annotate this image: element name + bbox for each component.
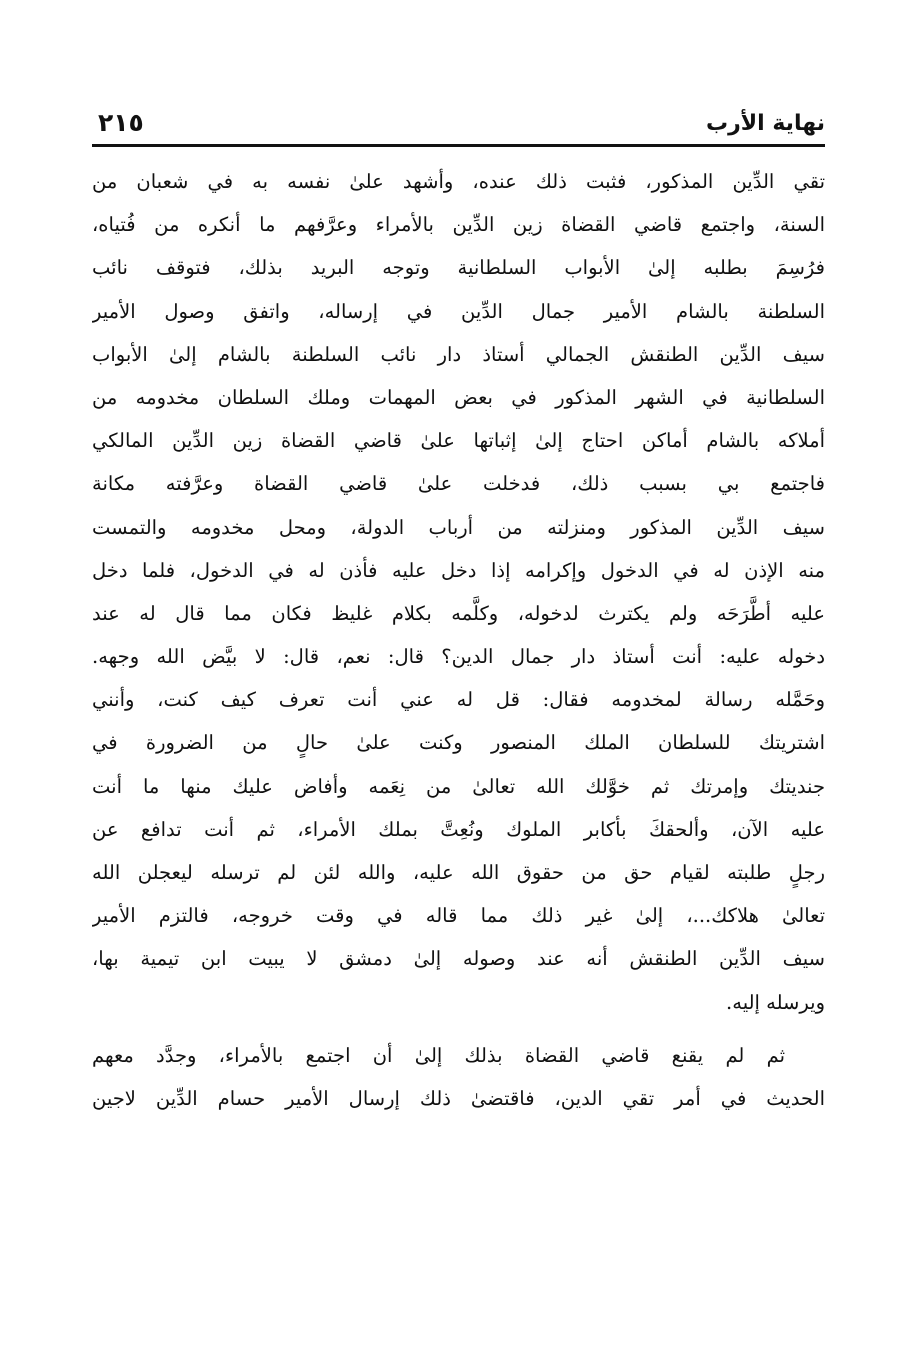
page-header [92, 108, 825, 144]
paragraph-1 [92, 160, 825, 1024]
text-line: السلطنة بالشام الأمير جمال الدِّين في إرساله، واتفق وصول الأمير [92, 299, 825, 323]
text-line: ويرسله إليه. [726, 990, 825, 1014]
text-line: رجلٍ طلبته لقيام حق من حقوق الله عليه، والله لئن لم ترسله ليعجلن الله [92, 861, 825, 884]
paragraph-gap [92, 1024, 825, 1034]
text-line: اشتريتك للسلطان الملك المنصور وكنت علىٰ حالٍ من الضرورة في [92, 731, 825, 755]
body-text [92, 160, 825, 1120]
text-line: وحَمَّله رسالة لمخدومه فقال: قل له عني أنت تعرف كيف كنت، وأنني [92, 688, 825, 712]
text-line: دخوله عليه: أنت أستاذ دار جمال الدين؟ قال: نعم، قال: لا بيَّض الله وجهه. [92, 645, 825, 669]
text-line: الحديث في أمر تقي الدين، فاقتضىٰ ذلك إرسال الأمير حسام الدِّين لاجين [92, 1086, 825, 1110]
text-line: جنديتك وإمرتك ثم خوَّلك الله تعالىٰ من نِعَمه وأفاض عليك منها ما أنت [92, 774, 825, 798]
text-line: سيف الدِّين المذكور ومنزلته من أرباب الدولة، ومحل مخدومه والتمست [92, 515, 825, 539]
text-line: السلطانية في الشهر المذكور في بعض المهمات وملك السلطان مخدومه من [92, 385, 825, 409]
text-line: منه الإذن له في الدخول وإكرامه إذا دخل عليه فأذن له في الدخول، فلما دخل [92, 558, 825, 582]
text-line: عليه أطَّرَحَه ولم يكترث لدخوله، وكلَّمه بكلام غليظ فكان مما قال له عند [92, 601, 825, 625]
text-line: فرُسِمَ بطلبه إلىٰ الأبواب السلطانية وتوجه البريد بذلك، فتوقف نائب [92, 256, 825, 280]
running-title: نهاية الأرب [705, 111, 825, 136]
paragraph-2 [92, 1034, 825, 1120]
text-line: ثم لم يقنع قاضي القضاة بذلك إلىٰ أن اجتمع بالأمراء، وجدَّد معهم [92, 1043, 785, 1067]
text-line: سيف الدِّين الطنقش أنه عند وصوله إلىٰ دمشق لا يبيت ابن تيمية بها، [92, 947, 825, 971]
text-line: أملاكه بالشام أماكن احتاج إلىٰ إثباتها علىٰ قاضي القضاة زين الدِّين المالكي [92, 429, 825, 453]
text-line: سيف الدِّين الطنقش الجمالي أستاذ دار نائب السلطنة بالشام إلىٰ الأبواب [92, 342, 825, 366]
text-line: السنة، واجتمع قاضي القضاة زين الدِّين بالأمراء وعرَّفهم ما أنكره من فُتياه، [92, 213, 825, 237]
page-number: ٢١٥ [98, 108, 144, 137]
header-rule [92, 144, 825, 147]
text-line: عليه الآن، وألحقكَ بأكابر الملوك ونُعِتَّ بملك الأمراء، ثم أنت تدافع عن [92, 817, 825, 841]
text-line: فاجتمع بي بسبب ذلك، فدخلت علىٰ قاضي القضاة وعرَّفته مكانة [92, 472, 825, 496]
text-line: تعالىٰ هلاكك...، إلىٰ غير ذلك مما قاله في وقت خروجه، فالتزم الأمير [92, 904, 825, 928]
text-line: تقي الدِّين المذكور، فثبت ذلك عنده، وأشهد علىٰ نفسه به في شعبان من [92, 170, 825, 193]
